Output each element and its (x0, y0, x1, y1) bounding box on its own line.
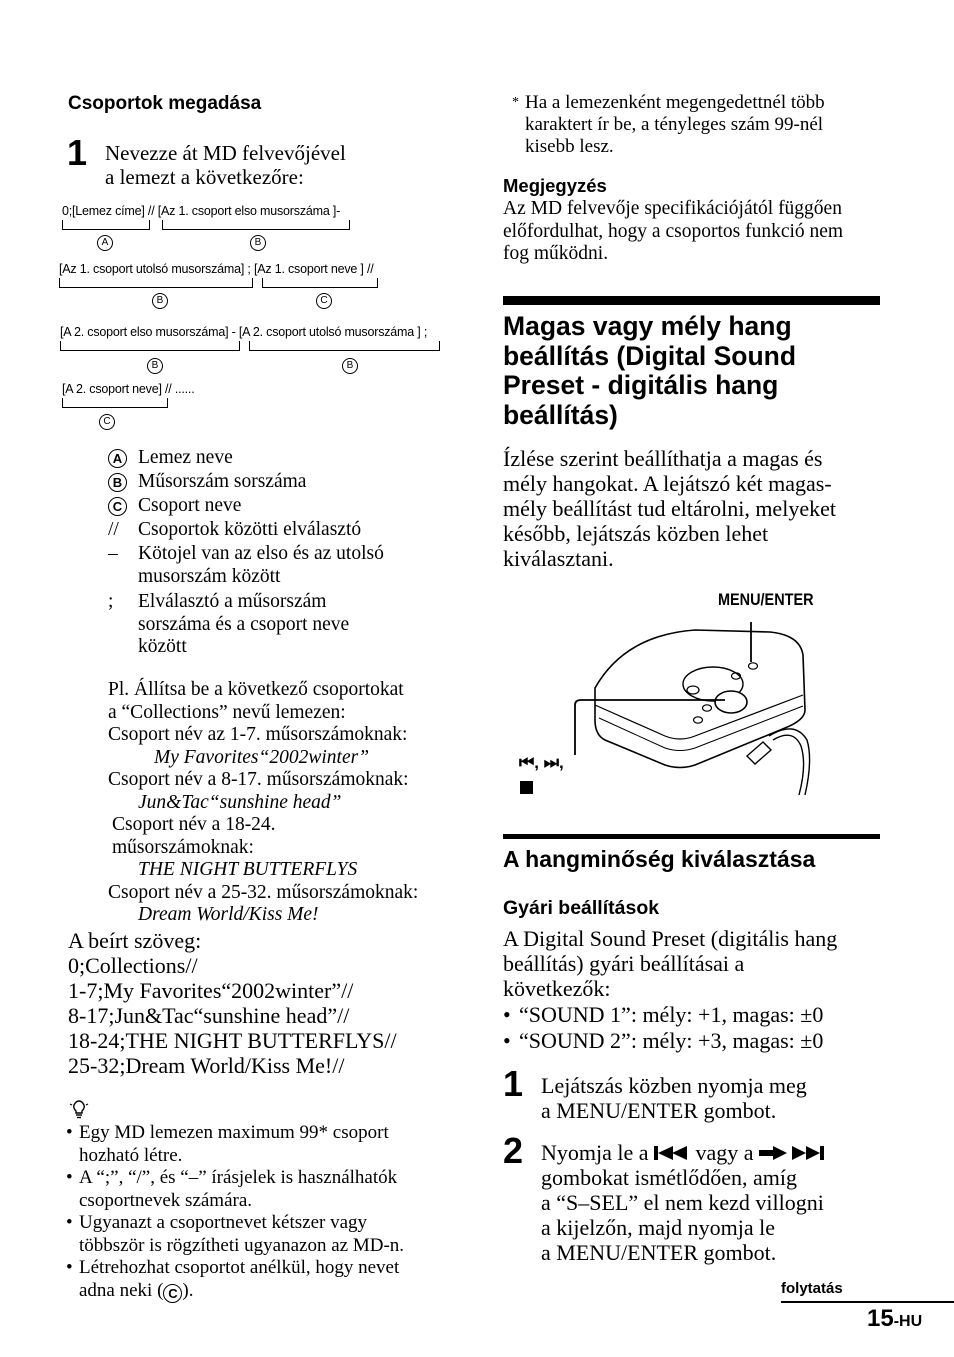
main-heading-line: beállítás (Digital Sound (503, 340, 797, 371)
factory-bullet (503, 1028, 883, 1053)
step-1-text (105, 141, 346, 189)
footnote-line: kisebb lesz. (525, 136, 614, 157)
tip-text: ). (182, 1279, 194, 1301)
tip-line: Létrehozhat csoportot anélkül, hogy nevet (79, 1257, 400, 1278)
entered-line: 1-7;My Favorites“2002winter”// (68, 978, 354, 1003)
note-line: Az MD felvevője specifikációjától függően (503, 198, 842, 219)
legend (108, 447, 468, 663)
bracket-b2 (59, 278, 253, 288)
sound1-value: mély: +1, magas: ±0 (636, 1002, 824, 1027)
example-block (108, 679, 468, 927)
factory-block (503, 926, 883, 1053)
legend-text (138, 591, 349, 659)
step-line: a MENU/ENTER gombot. (541, 1240, 777, 1265)
step-1-number: 1 (67, 132, 88, 173)
example-line: a “Collections” nevű lemezen: (108, 701, 346, 723)
note-title: Megjegyzés (503, 175, 607, 196)
factory-bullet (503, 1002, 883, 1027)
bullet-icon: • (503, 1002, 511, 1027)
entered-line: A beírt szöveg: (68, 928, 202, 953)
intro-paragraph (503, 446, 836, 571)
legend-item (108, 543, 468, 591)
main-heading-line: Magas vagy mély hang (503, 311, 792, 341)
step-r1-number: 1 (503, 1063, 524, 1104)
entered-line: 0;Collections// (68, 953, 198, 978)
page-number-suffix: -HU (893, 1313, 923, 1330)
legend-text-line: sorszáma és a csoport neve (138, 613, 350, 635)
legend-text-line: musorszám között (138, 565, 281, 587)
mark-b2: B (152, 293, 168, 309)
legend-sym-a: A (108, 449, 127, 468)
example-line: Csoport név az 1-7. műsorszámoknak: (108, 724, 408, 745)
tip-line: Egy MD lemezen maximum 99* csoport (79, 1122, 389, 1143)
diagram-row-2: [Az 1. csoport utolsó musorszáma] ; [Az 1. csoport neve ] // (59, 262, 374, 276)
sound2-name: “SOUND 2”: (519, 1028, 637, 1053)
example-group-name: THE NIGHT BUTTERFLYS (138, 859, 358, 880)
intro-line: kiválasztani. (503, 546, 614, 571)
step-text: vagy a (690, 1140, 760, 1165)
legend-sym: ; (108, 591, 114, 612)
example-line: Csoport név a 8-17. műsorszámoknak: (108, 769, 409, 790)
tip-line (79, 1280, 456, 1303)
legend-text: Lemez neve (138, 447, 233, 468)
step-r1-text (541, 1073, 807, 1123)
lightbulb-icon (68, 1100, 90, 1120)
stop-icon (520, 781, 533, 794)
footnote-line: karaktert ír be, a tényleges szám 99-nél (525, 114, 824, 135)
example-group-name: Jun&Tac“sunshine head” (138, 791, 342, 813)
legend-text-line: között (138, 636, 187, 657)
mark-c2: C (99, 414, 115, 430)
tips-list (66, 1122, 456, 1303)
mark-c: C (316, 293, 332, 309)
bracket-b (162, 220, 350, 230)
footer-rule (781, 1301, 954, 1303)
example-line: Csoport név a 25-32. műsorszámoknak: (108, 881, 419, 903)
legend-text: Műsorszám sorszáma (138, 471, 307, 492)
bracket-a (62, 220, 150, 230)
tip-line: hozható létre. (79, 1144, 183, 1166)
step-1-line1: Nevezze át MD felvevőjével (105, 141, 346, 165)
mark-b3: B (147, 358, 163, 374)
bullet-icon: • (503, 1028, 511, 1053)
entered-line: 8-17;Jun&Tac“sunshine head”// (68, 1003, 350, 1028)
note-body (503, 198, 843, 266)
intro-line: mély beállítást tud eltárolni, melyeket (503, 496, 836, 521)
bullet-icon: • (66, 1122, 73, 1143)
section-rule-2 (503, 834, 880, 839)
previous-track-icon (654, 1145, 690, 1161)
mark-c-inline: C (163, 1284, 182, 1303)
entered-line: 18-24;THE NIGHT BUTTERFLYS// (68, 1028, 397, 1053)
step-line: a “S–SEL” el nem kezd villogni (541, 1190, 824, 1215)
step-r2-number: 2 (503, 1130, 524, 1171)
legend-text-line: Elválasztó a műsorszám (138, 591, 327, 612)
main-heading-line: Preset - digitális hang (503, 370, 779, 400)
tip-text: adna neki ( (79, 1279, 164, 1301)
continued-label: folytatás (781, 1280, 843, 1297)
example-group-name: My Favorites“2002winter” (154, 746, 370, 768)
tip-item (66, 1257, 456, 1303)
step-line (541, 1140, 825, 1165)
tip-line: csoportnevek számára. (79, 1189, 253, 1211)
page-number (867, 1305, 922, 1333)
legend-text: Csoport neve (138, 495, 242, 516)
bracket-b4 (249, 341, 440, 351)
diagram-row-4: [A 2. csoport neve] // ...... (62, 382, 195, 396)
main-heading (503, 312, 796, 430)
step-line: a MENU/ENTER gombot. (541, 1098, 777, 1123)
entered-text-block (68, 928, 397, 1078)
tip-item (66, 1212, 456, 1257)
mark-b: B (250, 235, 266, 251)
legend-sym-c: C (108, 497, 127, 516)
main-heading-line: beállítás) (503, 399, 618, 430)
tip-line: Ugyanazt a csoportnevet kétszer vagy (79, 1212, 368, 1233)
step-line: Lejátszás közben nyomja meg (541, 1073, 807, 1098)
entered-line: 25-32;Dream World/Kiss Me!// (68, 1053, 345, 1078)
note-line: előfordulhat, hogy a csoportos funkció nem (503, 220, 844, 242)
step-r2-text (541, 1140, 825, 1265)
bullet-icon: • (66, 1167, 73, 1188)
note-line: fog működni. (503, 243, 609, 264)
intro-line: mély hangokat. A lejátszó két magas- (503, 471, 832, 496)
diagram-row-1: 0;[Lemez címe] // [Az 1. csoport elso musorszáma ]- (62, 204, 341, 218)
sound2-value: mély: +3, magas: ±0 (636, 1028, 824, 1053)
legend-sym: // (108, 519, 119, 540)
factory-line: beállítás) gyári beállításai a (503, 951, 745, 976)
tip-item (66, 1122, 456, 1167)
page-number-value: 15 (867, 1305, 894, 1332)
legend-sym: – (108, 543, 118, 564)
bullet-icon: • (66, 1257, 73, 1278)
example-line: Csoport név a 18-24. (112, 814, 276, 835)
example-line: Pl. Állítsa be a következő csoportokat (108, 679, 404, 700)
footnote-star: * (512, 95, 519, 110)
legend-item (108, 447, 468, 471)
footnote (512, 92, 892, 158)
step-line: a kijelzőn, majd nyomja le (541, 1215, 775, 1240)
legend-text-line: Kötojel van az elso és az utolsó (138, 543, 384, 564)
example-line: műsorszámoknak: (112, 836, 254, 858)
legend-item (108, 495, 468, 519)
footnote-line: Ha a lemezenként megengedettnél több (525, 92, 825, 113)
controls-label: ⏮, ⏭, (519, 753, 564, 772)
bracket-c (262, 278, 378, 288)
example-group-name: Dream World/Kiss Me! (138, 904, 319, 925)
mark-b4: B (342, 358, 358, 374)
mark-a: A (97, 235, 113, 251)
factory-title: Gyári beállítások (503, 897, 660, 919)
legend-text (138, 543, 384, 588)
bullet-icon: • (66, 1212, 73, 1233)
intro-line: Ízlése szerint beállíthatja a magas és (503, 446, 823, 471)
legend-sym-b: B (108, 473, 127, 492)
step-line: gombokat ismétlődően, amíg (541, 1165, 798, 1190)
legend-item (108, 519, 468, 543)
tip-item (66, 1167, 456, 1212)
bracket-c2 (62, 398, 168, 408)
sound1-name: “SOUND 1”: (519, 1002, 637, 1027)
factory-line: A Digital Sound Preset (digitális hang (503, 926, 838, 951)
md-player-illustration (515, 610, 815, 805)
bracket-b3 (60, 341, 240, 351)
tip-line: többször is rögzítheti ugyanazon az MD-n. (79, 1234, 405, 1256)
legend-item (108, 471, 468, 495)
step-1-line2: a lemezt a következőre: (105, 165, 304, 189)
diagram-row-3: [A 2. csoport elso musorszáma] - [A 2. csoport utolsó musorszáma ] ; (60, 325, 428, 339)
section-heading-groups: Csoportok megadása (68, 93, 262, 114)
factory-line: következők: (503, 976, 611, 1001)
section-rule-1 (503, 296, 880, 305)
tip-line: A “;”, “/”, és “–” írásjelek is használhatók (79, 1167, 398, 1188)
play-next-track-icon (759, 1145, 825, 1161)
legend-text: Csoportok közötti elválasztó (138, 519, 362, 540)
step-text: Nyomja le a (541, 1140, 655, 1165)
menu-enter-label: MENU/ENTER (718, 590, 814, 609)
intro-line: később, lejátszás közben lehet (503, 521, 769, 546)
sub-heading: A hangminőség kiválasztása (503, 846, 816, 872)
legend-item (108, 591, 468, 663)
